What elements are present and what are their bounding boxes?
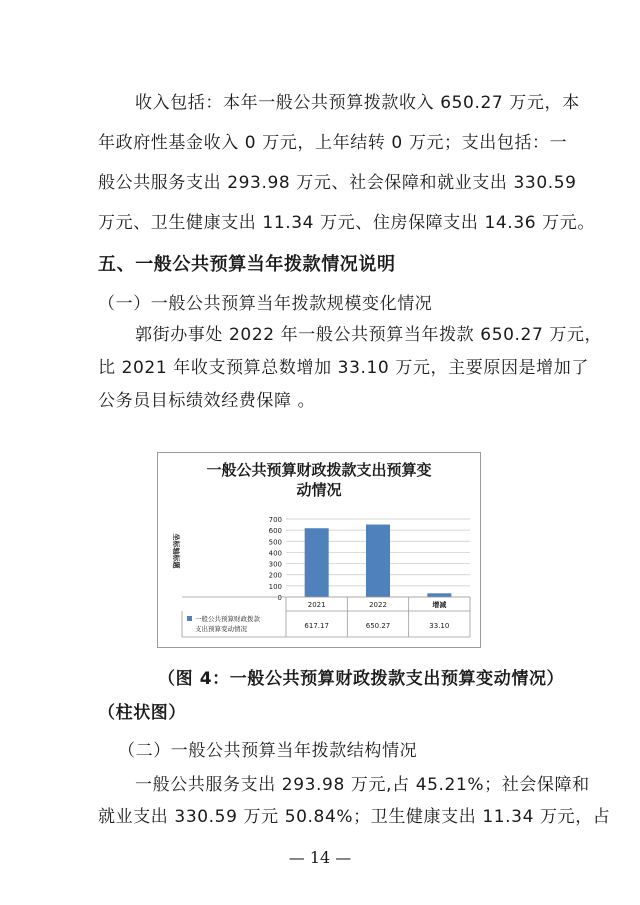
x-category-label: 2022 [369,601,387,609]
chart-y-ticks [269,516,282,602]
paragraph-3-line-1: 一般公共服务支出 293.98 万元,占 45.21%；社会保障和 [135,775,590,795]
paragraph-2-line-1: 郭街办事处 2022 年一般公共预算当年拨款 650.27 万元， [135,325,603,345]
y-tick-label: 100 [268,582,282,591]
x-category-label: 2021 [307,601,326,609]
x-category-label: 增减 [432,601,447,609]
bar-增减 [427,593,451,597]
chart-title-line-1: 一般公共预算财政拨款支出预算变 [206,461,432,479]
legend-label: 一般公共预算财政拨款 [195,615,260,623]
paragraph-1-line-3: 般公共服务支出 293.98 万元、社会保障和就业支出 330.59 [98,173,577,193]
paragraph-1-line-4: 万元、卫生健康支出 11.34 万元、住房保障支出 14.36 万元。 [98,213,595,233]
figure-caption-type: （柱状图） [98,703,186,723]
y-tick-label: 600 [268,527,282,536]
table-value: 650.27 [365,622,391,630]
y-tick-label: 300 [268,560,282,569]
chart-y-axis-title: 坐标轴标题 [172,533,180,569]
bar-2021 [305,528,329,597]
section-5-heading: 五、一般公共预算当年拨款情况说明 [98,254,396,275]
chart-title-line-2: 动情况 [296,481,342,499]
paragraph-1-line-2: 年政府性基金收入 0 万元，上年结转 0 万元；支出包括：一 [98,133,568,153]
y-tick-label: 700 [268,516,282,524]
budget-change-chart [157,452,481,648]
bar-2022 [366,525,390,597]
table-value: 617.17 [304,622,329,630]
table-value: 33.10 [429,622,450,630]
paragraph-2-line-2: 比 2021 年收支预算总数增加 33.10 万元，主要原因是增加了 [98,358,589,378]
paragraph-3-line-2: 就业支出 330.59 万元 50.84%；卫生健康支出 11.34 万元，占 [98,807,611,827]
subsection-2-heading: （二）一般公共预算当年拨款结构情况 [118,741,418,761]
legend-swatch [187,616,192,621]
paragraph-2-line-3: 公务员目标绩效经费保障 。 [98,391,316,411]
chart-svg [158,453,480,647]
paragraph-1-line-1: 收入包括：本年一般公共预算拨款收入 650.27 万元，本 [135,93,580,113]
y-tick-label: 500 [268,538,282,547]
page-number: — 14 — [288,848,352,867]
y-tick-label: 400 [268,549,282,558]
subsection-1-heading: （一）一般公共预算当年拨款规模变化情况 [98,294,433,314]
figure-caption: （图 4：一般公共预算财政拨款支出预算变动情况） [158,669,565,689]
y-tick-label: 200 [268,571,282,580]
legend-label: 支出预算变动情况 [195,625,247,633]
y-tick-label: 0 [277,594,282,602]
chart-data-table [182,597,470,637]
